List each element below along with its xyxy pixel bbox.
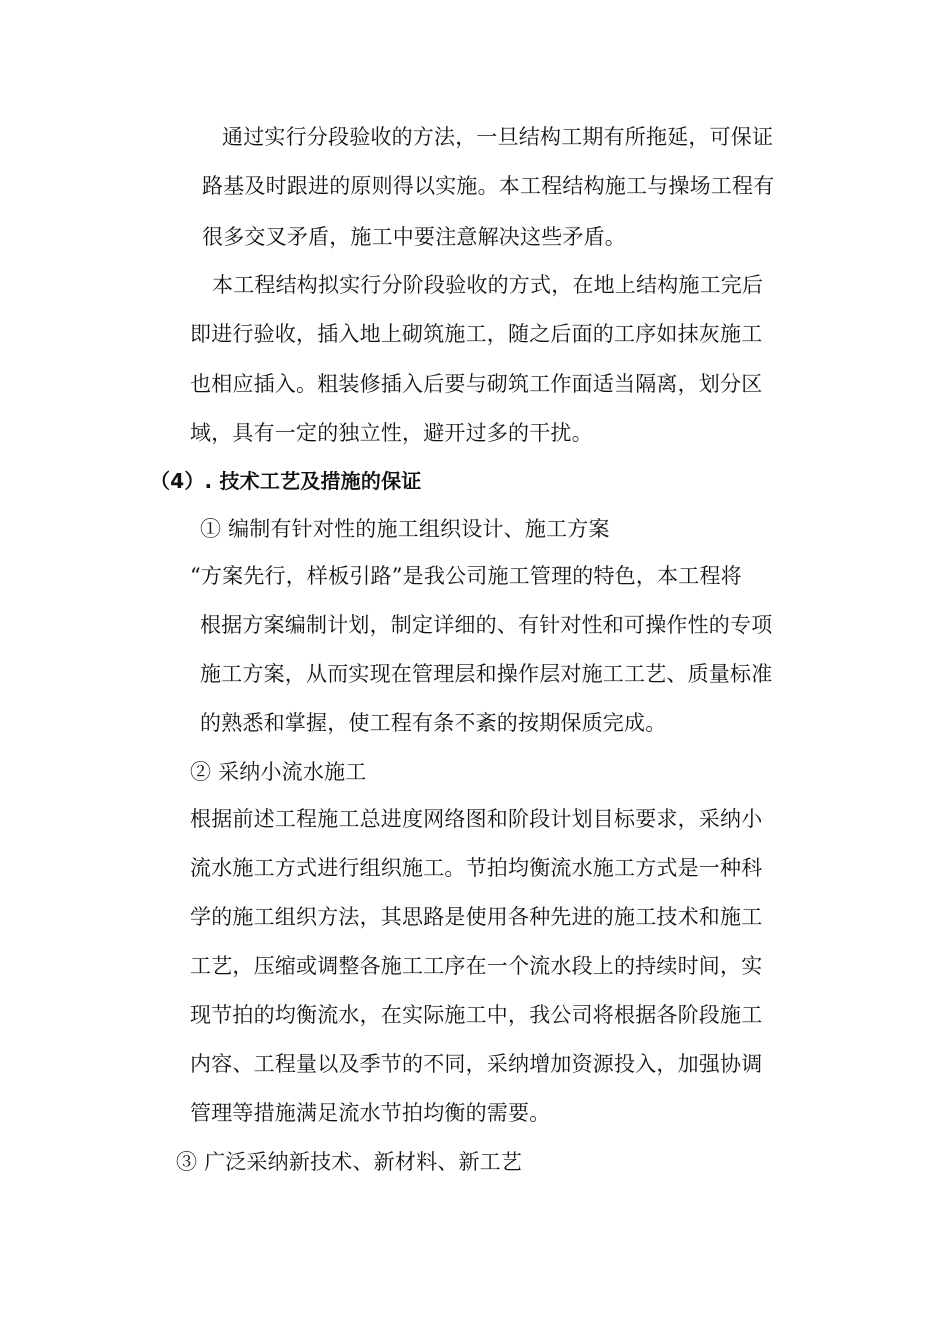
section-heading: （4）. 技术工艺及措施的保证	[150, 469, 422, 493]
text-line: 根据方案编制计划，制定详细的、有针对性和可操作性的专项	[200, 613, 773, 637]
text-line: 根据前述工程施工总进度网络图和阶段计划目标要求，采纳小	[190, 807, 763, 831]
text-line: 通过实行分段验收的方法，一旦结构工期有所拖延，可保证	[222, 125, 774, 149]
text-line: 施工方案，从而实现在管理层和操作层对施工工艺、质量标准	[200, 662, 773, 686]
text-line: 域，具有一定的独立性，避开过多的干扰。	[190, 421, 593, 445]
text-line: 也相应插入。粗装修插入后要与砌筑工作面适当隔离，划分区	[190, 372, 763, 396]
text-line: 学的施工组织方法，其思路是使用各种先进的施工技术和施工	[190, 905, 763, 929]
text-line: 现节拍的均衡流水，在实际施工中，我公司将根据各阶段施工	[190, 1003, 763, 1027]
text-line: 内容、工程量以及季节的不同，采纳增加资源投入，加强协调	[190, 1052, 763, 1076]
text-line: 路基及时跟进的原则得以实施。本工程结构施工与操场工程有	[202, 174, 775, 198]
text-line: 管理等措施满足流水节拍均衡的需要。	[190, 1101, 551, 1125]
text-line: 本工程结构拟实行分阶段验收的方式，在地上结构施工完后	[212, 273, 764, 297]
item-title: ② 采纳小流水施工	[190, 760, 367, 784]
text-line: 即进行验收，插入地上砌筑施工，随之后面的工序如抹灰施工	[190, 322, 763, 346]
text-line: 的熟悉和掌握，使工程有条不紊的按期保质完成。	[200, 711, 667, 735]
text-line: 工艺，压缩或调整各施工工序在一个流水段上的持续时间，实	[190, 954, 763, 978]
text-line: 流水施工方式进行组织施工。节拍均衡流水施工方式是一种科	[190, 856, 763, 880]
item-title: ③ 广泛采纳新技术、新材料、新工艺	[176, 1150, 523, 1174]
item-title: ① 编制有针对性的施工组织设计、施工方案	[200, 517, 610, 541]
text-line: “方案先行，样板引路”是我公司施工管理的特色，本工程将	[190, 564, 742, 588]
text-line: 很多交叉矛盾，施工中要注意解决这些矛盾。	[202, 225, 626, 249]
